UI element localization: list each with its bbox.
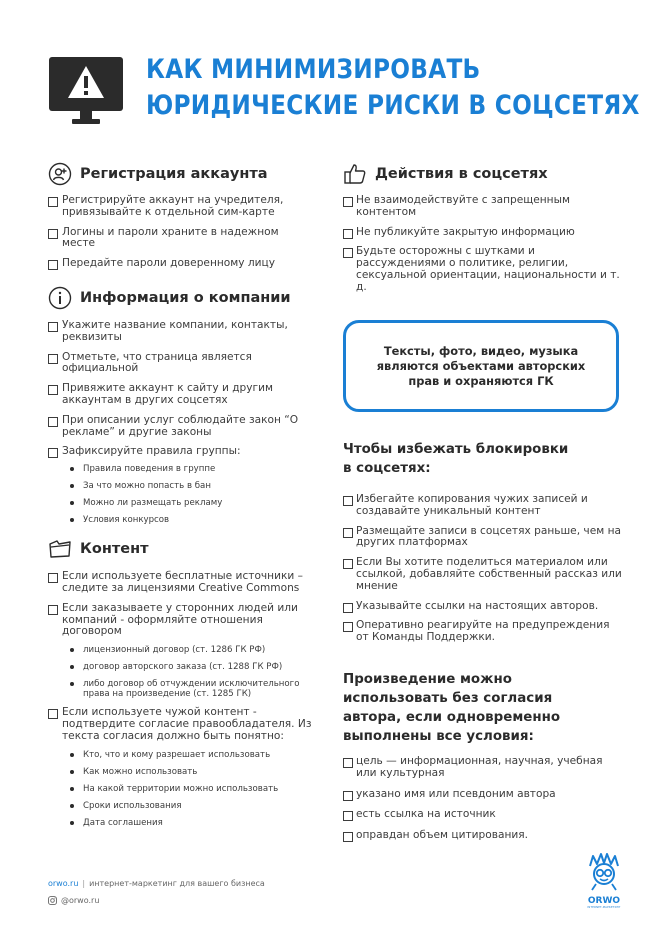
actions-section xyxy=(343,160,623,294)
checklist-item[interactable]: Оперативно реагируйте на предупреждения от Команды Поддержки. xyxy=(343,620,623,644)
usage-title: Произведение можно использовать без согласия автора, если одновременно выполнены все условия: xyxy=(343,672,561,744)
company-title: Информация о компании xyxy=(80,289,291,306)
add-user-icon xyxy=(48,162,72,186)
company-heading xyxy=(48,284,313,312)
left-column xyxy=(48,160,313,835)
contract-item: договор авторского заказа (ст. 1288 ГК РФ) xyxy=(48,662,313,672)
checklist-item[interactable]: Если Вы хотите поделиться материалом или ссылкой, добавляйте собственный рассказ или мнение xyxy=(343,557,623,592)
consent-item: Как можно использовать xyxy=(48,767,313,777)
footer-tagline: интернет-маркетинг для вашего бизнеса xyxy=(89,878,265,888)
actions-title: Действия в соцсетях xyxy=(375,166,548,182)
checklist-item[interactable]: Регистрируйте аккаунт на учредителя, привязывайте к отдельной сим-карте xyxy=(48,195,313,219)
registration-section xyxy=(48,160,313,270)
page-title-line-2: ЮРИДИЧЕСКИЕ РИСКИ В СОЦСЕТЯХ xyxy=(146,90,640,121)
warning-monitor-icon xyxy=(48,56,124,126)
content-heading xyxy=(48,535,313,563)
rule-item: Можно ли размещать рекламу xyxy=(48,498,313,508)
consent-item: На какой территории можно использовать xyxy=(48,784,313,794)
page-footer xyxy=(48,876,265,907)
checklist-item[interactable]: Размещайте записи в соцсетях раньше, чем на других платформах xyxy=(343,526,623,550)
logo-text: ORWO xyxy=(587,896,621,906)
like-icon xyxy=(343,162,367,186)
checklist-item[interactable]: Если заказываете у сторонних людей или компаний - оформляйте отношения договором xyxy=(48,603,313,638)
checklist-item[interactable]: Зафиксируйте правила группы: xyxy=(48,446,313,458)
blocking-title: Чтобы избежать блокировки в соцсетях: xyxy=(343,442,569,476)
content-section xyxy=(48,535,313,827)
page-title xyxy=(146,52,640,124)
content-title: Контент xyxy=(80,541,149,558)
registration-heading xyxy=(48,160,313,188)
footer-separator: | xyxy=(82,878,86,888)
checklist-item[interactable]: Избегайте копирования чужих записей и создавайте уникальный контент xyxy=(343,494,623,518)
rule-item: За что можно попасть в бан xyxy=(48,481,313,491)
registration-title: Регистрация аккаунта xyxy=(80,166,268,182)
checklist-item[interactable]: Укажите название компании, контакты, реквизиты xyxy=(48,320,313,344)
checklist-item[interactable]: Указывайте ссылки на настоящих авторов. xyxy=(343,601,623,613)
checklist-item[interactable]: есть ссылка на источник xyxy=(343,809,623,821)
contract-item: либо договор об отчуждении исключительного права на произведение (ст. 1285 ГК) xyxy=(48,679,313,699)
contract-item: лицензионный договор (ст. 1286 ГК РФ) xyxy=(48,645,313,655)
checklist-item[interactable]: Не взаимодействуйте с запрещенным контентом xyxy=(343,195,623,219)
copyright-callout xyxy=(343,320,619,412)
checklist-item[interactable]: Если используете бесплатные источники – следите за лицензиями Creative Commons xyxy=(48,571,313,595)
checklist-item[interactable]: Если используете чужой контент - подтвердите согласие правообладателя. Из текста согласия должно быть понятно: xyxy=(48,707,313,742)
page-title-line-1: КАК МИНИМИЗИРОВАТЬ xyxy=(146,54,481,85)
checklist-item[interactable]: Отметьте, что страница является официальной xyxy=(48,352,313,376)
checklist-item[interactable]: цель — информационная, научная, учебная или культурная xyxy=(343,756,623,780)
checklist-item[interactable]: Привяжите аккаунт к сайту и другим аккаунтам в других соцсетях xyxy=(48,383,313,407)
checklist-item[interactable]: Передайте пароли доверенному лицу xyxy=(48,258,313,270)
checklist-item[interactable]: оправдан объем цитирования. xyxy=(343,830,623,842)
callout-text: Тексты, фото, видео, музыка являются объектами авторских прав и охраняются ГК xyxy=(376,343,586,388)
info-icon xyxy=(48,286,72,310)
consent-item: Кто, что и кому разрешает использовать xyxy=(48,750,313,760)
page-header xyxy=(48,48,648,138)
usage-section xyxy=(343,670,623,842)
checklist-item[interactable]: Не публикуйте закрытую информацию xyxy=(343,227,623,239)
instagram-handle[interactable]: @orwo.ru xyxy=(61,895,100,905)
instagram-icon xyxy=(48,896,57,905)
consent-item: Дата соглашения xyxy=(48,818,313,828)
mascot-icon xyxy=(584,852,624,892)
blocking-section xyxy=(343,440,623,644)
checklist-item[interactable]: Логины и пароли храните в надежном месте xyxy=(48,227,313,251)
company-section xyxy=(48,284,313,525)
checklist-item[interactable]: указано имя или псевдоним автора xyxy=(343,789,623,801)
logo-subtext: INTERNET-МАРКЕТИНГ xyxy=(587,906,621,909)
folder-icon xyxy=(48,537,72,561)
actions-heading xyxy=(343,160,623,188)
rule-item: Правила поведения в группе xyxy=(48,464,313,474)
site-link[interactable]: orwo.ru xyxy=(48,878,79,888)
checklist-item[interactable]: Будьте осторожны с шутками и рассуждениями о политике, религии, сексуальной ориентации, национальности и т. д. xyxy=(343,246,623,293)
rule-item: Условия конкурсов xyxy=(48,515,313,525)
orwo-logo xyxy=(584,852,624,908)
checklist-item[interactable]: При описании услуг соблюдайте закон “О рекламе” и другие законы xyxy=(48,415,313,439)
consent-item: Сроки использования xyxy=(48,801,313,811)
